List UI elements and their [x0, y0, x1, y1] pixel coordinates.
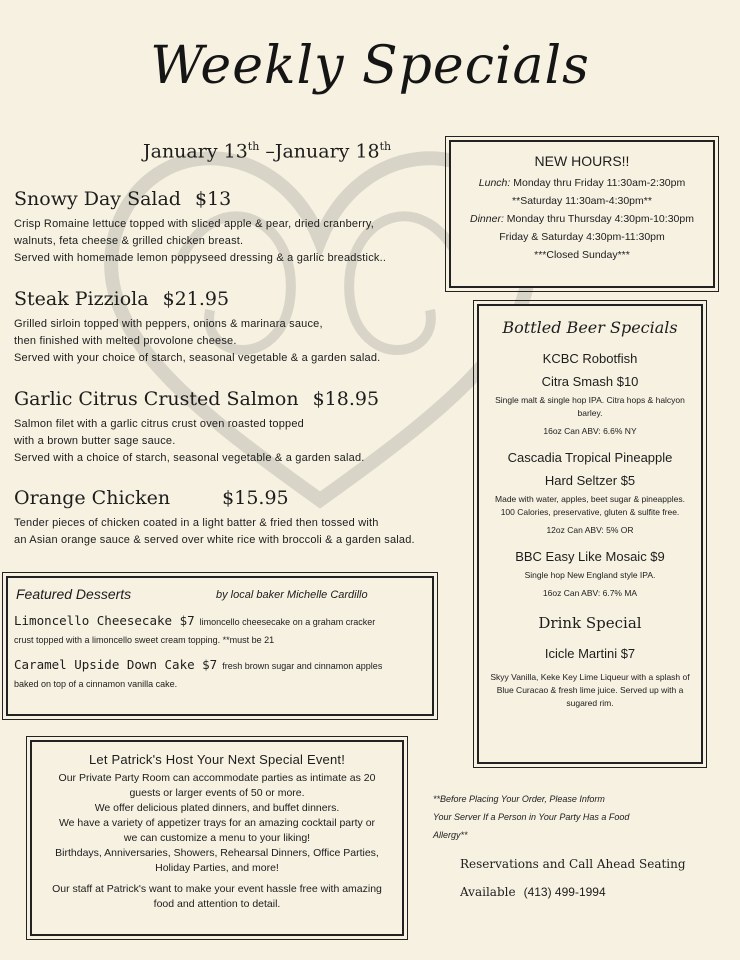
beer-note: Single hop New England style IPA.	[524, 570, 656, 580]
drink-name: Icicle Martini $7	[544, 646, 636, 661]
special-item	[14, 487, 484, 549]
page-title: Weekly Specials	[150, 36, 590, 96]
beer-abv: 16oz Can ABV: 6.6% NY	[543, 426, 637, 436]
special-event-box	[30, 740, 404, 936]
date-range: January 13th –January 18th	[143, 140, 392, 163]
beer-abv: 12oz Can ABV: 5% OR	[546, 525, 634, 535]
special-price: $13	[194, 188, 232, 210]
beer-abv: 16oz Can ABV: 6.7% MA	[542, 588, 638, 598]
special-name: Orange Chicken	[14, 487, 171, 509]
desserts-baker: by local baker Michelle Cardillo	[216, 589, 368, 601]
beer-name: Citra Smash $10	[541, 374, 639, 389]
special-item	[14, 188, 484, 267]
special-price: $18.95	[312, 388, 380, 410]
special-name: Garlic Citrus Crusted Salmon	[14, 388, 299, 410]
hours-title: NEW HOURS!!	[534, 153, 630, 169]
phone-number: (413) 499-1994	[523, 885, 606, 899]
beer-title: Bottled Beer Specials	[502, 318, 678, 337]
beer-specials-box	[477, 304, 703, 764]
desserts-box	[6, 576, 434, 716]
reservations-info: Reservations and Call Ahead Seating Available (413) 499-1994	[460, 857, 686, 899]
event-title: Let Patrick's Host Your Next Special Event!	[88, 752, 346, 767]
special-price: $15.95	[222, 487, 289, 509]
beer-note: Made with water, apples, beet sugar & pineapples. 100 Calories, preservative, gluten & sulfite free.	[495, 494, 685, 517]
beer-brewer: KCBC Robotfish	[542, 351, 638, 366]
special-item	[14, 388, 484, 467]
beer-brewer: Cascadia Tropical Pineapple	[507, 450, 673, 465]
event-body: Our Private Party Room can accommodate parties as intimate as 20 guests or larger events of 50 or more. We offer delicious plated dinners, and buffet dinners. We have a variety of appetizer trays for an amazing cocktail party or we can customize a menu to your liking! Birthdays, Anniversaries, Showers, Rehearsal Dinners, Office Parties, Holiday Parties, and more! Our staff at Patrick's want to make your event hassle free with amazing food and attention to detail.	[52, 772, 382, 910]
allergy-notice: **Before Placing Your Order, Please Inform Your Server If a Person in Your Party Has a Food Allergy**	[433, 794, 630, 840]
special-description: Crisp Romaine lettuce topped with sliced apple & pear, dried cranberry, walnuts, feta cheese & grilled chicken breast. Served with homemade lemon poppyseed dressing & a garlic breadstick..	[14, 218, 387, 264]
beer-name: Hard Seltzer $5	[544, 473, 636, 488]
beer-brewer: BBC Easy Like Mosaic $9	[515, 549, 665, 564]
desserts-title: Featured Desserts	[16, 586, 132, 602]
special-name: Snowy Day Salad	[14, 188, 181, 210]
hours-box: NEW HOURS!! Lunch: Monday thru Friday 11:30am-2:30pm **Saturday 11:30am-4:30pm** Dinner: Monday thru Thursday 4:30pm-10:30pm Friday & Saturday 4:30pm-11:30pm ***Closed Sunday***	[449, 140, 715, 288]
special-name: Steak Pizziola	[14, 288, 149, 310]
special-description: Tender pieces of chicken coated in a light batter & fried then tossed with an Asian orange sauce & served over white rice with broccoli & a garden salad.	[14, 517, 415, 546]
special-description: Salmon filet with a garlic citrus crust oven roasted topped with a brown butter sage sauce. Served with a choice of starch, seasonal vegetable & a garden salad.	[14, 418, 365, 464]
special-item	[14, 288, 484, 367]
special-price: $21.95	[162, 288, 230, 310]
drink-note: Skyy Vanilla, Keke Key Lime Liqueur with a splash of Blue Curacao & fresh lime juice. Served up with a sugared rim.	[490, 672, 690, 708]
beer-note: Single malt & single hop IPA. Citra hops & halcyon barley.	[495, 395, 685, 418]
dessert-item: Caramel Upside Down Cake $7 fresh brown sugar and cinnamon apples baked on top of a cinnamon vanilla cake.	[14, 657, 383, 689]
dessert-item: Limoncello Cheesecake $7 limoncello cheesecake on a graham cracker crust topped with a limoncello sweet cream topping. **must be 21	[14, 613, 376, 645]
special-description: Grilled sirloin topped with peppers, onions & marinara sauce, then finished with melted provolone cheese. Served with your choice of starch, seasonal vegetable & a garden salad.	[14, 318, 381, 364]
drink-special-title: Drink Special	[538, 614, 642, 632]
